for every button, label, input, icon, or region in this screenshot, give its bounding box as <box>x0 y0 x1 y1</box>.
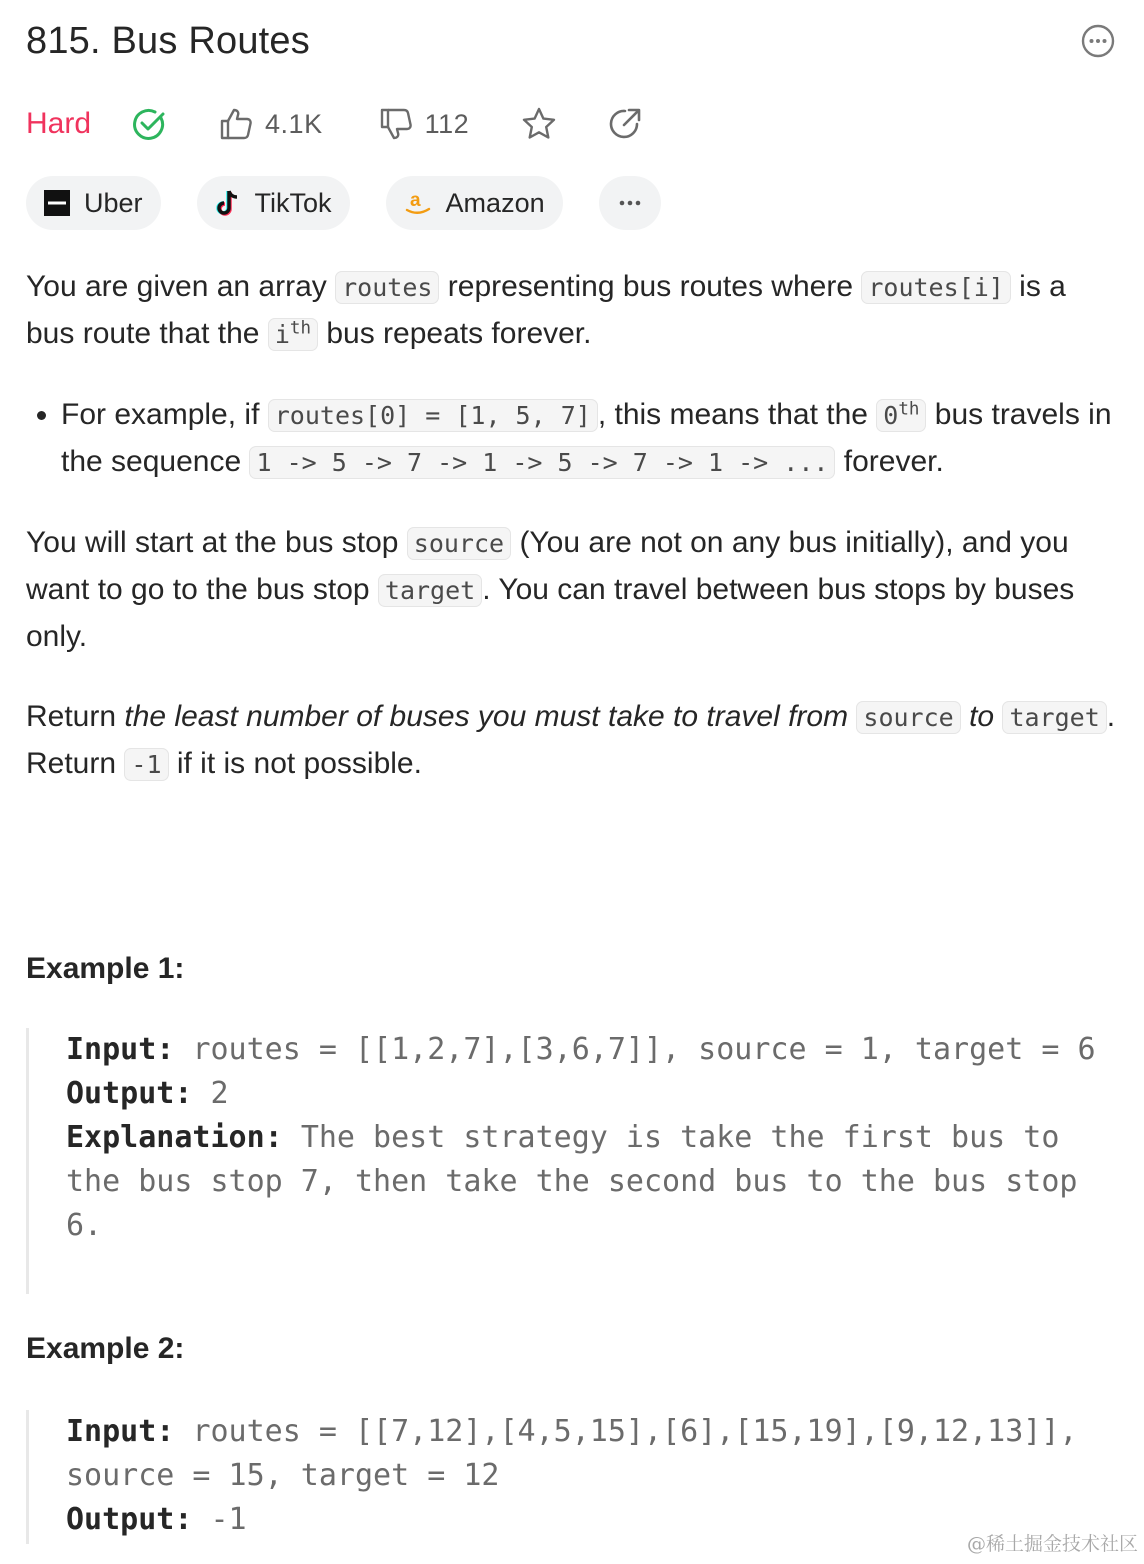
example-1-block <box>26 1028 1116 1294</box>
more-options-button[interactable] <box>1080 23 1116 59</box>
inline-code: $i^{th}$ <box>268 318 318 351</box>
thumbs-up-icon <box>219 107 253 141</box>
inline-code: routes <box>335 271 439 304</box>
example-input: routes = [[1,2,7],[3,6,7]], source = 1, target = 6 <box>192 1032 1096 1067</box>
input-label: Input: <box>66 1032 175 1067</box>
description-paragraph <box>26 264 1116 358</box>
description-paragraph <box>26 520 1116 660</box>
tag-label: Amazon <box>445 187 545 218</box>
solved-check-icon <box>131 106 167 142</box>
share-button[interactable] <box>607 106 643 142</box>
text-span: representing bus routes where <box>447 270 862 303</box>
inline-code: -1 <box>124 748 168 781</box>
inline-code: source <box>856 701 960 734</box>
title-row <box>26 16 1116 66</box>
like-count: 4.1K <box>265 108 323 139</box>
example-explanation: The best strategy is take the first bus to the bus stop 7, then take the second bus to the bus stop 6. <box>66 1120 1096 1243</box>
favorite-button[interactable] <box>521 106 557 142</box>
text-span: forever. <box>843 445 944 478</box>
uber-logo-icon <box>44 190 70 216</box>
explanation-label: Explanation: <box>66 1120 283 1155</box>
text-span: bus repeats forever. <box>326 317 592 350</box>
problem-description <box>26 264 1116 822</box>
inline-code: routes[0] = [1, 5, 7] <box>268 399 598 432</box>
text-span: . Return <box>26 700 1116 780</box>
example-output: 2 <box>210 1076 229 1111</box>
more-circle-icon <box>1081 24 1115 58</box>
inline-code: source <box>407 527 511 560</box>
example-1-title: Example 1: <box>26 952 185 985</box>
more-tags-button[interactable] <box>599 176 661 230</box>
share-icon <box>607 106 643 142</box>
watermark: @稀土掘金技术社区 <box>966 1533 1138 1555</box>
svg-text:a: a <box>409 190 421 211</box>
dislike-count: 112 <box>424 108 470 139</box>
thumbs-down-icon <box>379 107 413 141</box>
inline-code: 1 -> 5 -> 7 -> 1 -> 5 -> 7 -> 1 -> ... <box>249 446 835 479</box>
text-span: (You are not on any bus initially), and you want to go to the bus stop <box>26 526 1069 606</box>
inline-code: target <box>1002 701 1106 734</box>
tiktok-logo-icon <box>215 189 241 217</box>
text-span: . You can travel between bus stops by buses only. <box>26 573 1075 653</box>
star-icon <box>521 106 557 142</box>
text-span: You will start at the bus stop <box>26 526 407 559</box>
example-2-block <box>26 1410 1116 1544</box>
ellipsis-icon <box>617 199 643 207</box>
text-span: bus travels in the sequence <box>61 398 1112 478</box>
solved-status <box>131 106 167 142</box>
example-output: -1 <box>210 1502 247 1537</box>
problem-title: 815. Bus Routes <box>26 19 310 62</box>
dislike-button[interactable] <box>379 107 470 141</box>
emphasis-text: to <box>969 700 995 733</box>
like-button[interactable] <box>219 107 323 141</box>
description-paragraph <box>26 694 1116 788</box>
output-label: Output: <box>66 1076 193 1111</box>
emphasis-text: the least number of buses you must take to travel from <box>124 700 857 733</box>
company-tags <box>26 176 697 230</box>
text-span: You are given an array <box>26 270 336 303</box>
text-span: For example, if <box>61 398 268 431</box>
tag-tiktok[interactable] <box>197 176 350 230</box>
tag-amazon[interactable] <box>386 176 563 230</box>
text-span: is a bus route that the <box>26 270 1066 350</box>
difficulty-badge: Hard <box>26 107 92 140</box>
tag-label: Uber <box>84 187 143 218</box>
meta-row <box>26 100 643 148</box>
example-2-title: Example 2: <box>26 1332 185 1365</box>
example-input: routes = [[7,12],[4,5,15],[6],[15,19],[9,12,13]], source = 15, target = 12 <box>66 1414 1096 1493</box>
example-bullet-list <box>61 392 1116 486</box>
tag-uber[interactable] <box>26 176 161 230</box>
amazon-logo-icon <box>404 189 432 217</box>
tag-label: TikTok <box>254 187 332 218</box>
inline-code: 0th <box>876 399 926 432</box>
inline-code: routes[i] <box>861 271 1010 304</box>
text-span: if it is not possible. <box>176 747 422 780</box>
output-label: Output: <box>66 1502 193 1537</box>
text-span: , this means that the <box>597 398 877 431</box>
text-span: Return <box>26 700 125 733</box>
input-label: Input: <box>66 1414 175 1449</box>
list-item <box>61 392 1116 486</box>
inline-code: target <box>378 574 482 607</box>
